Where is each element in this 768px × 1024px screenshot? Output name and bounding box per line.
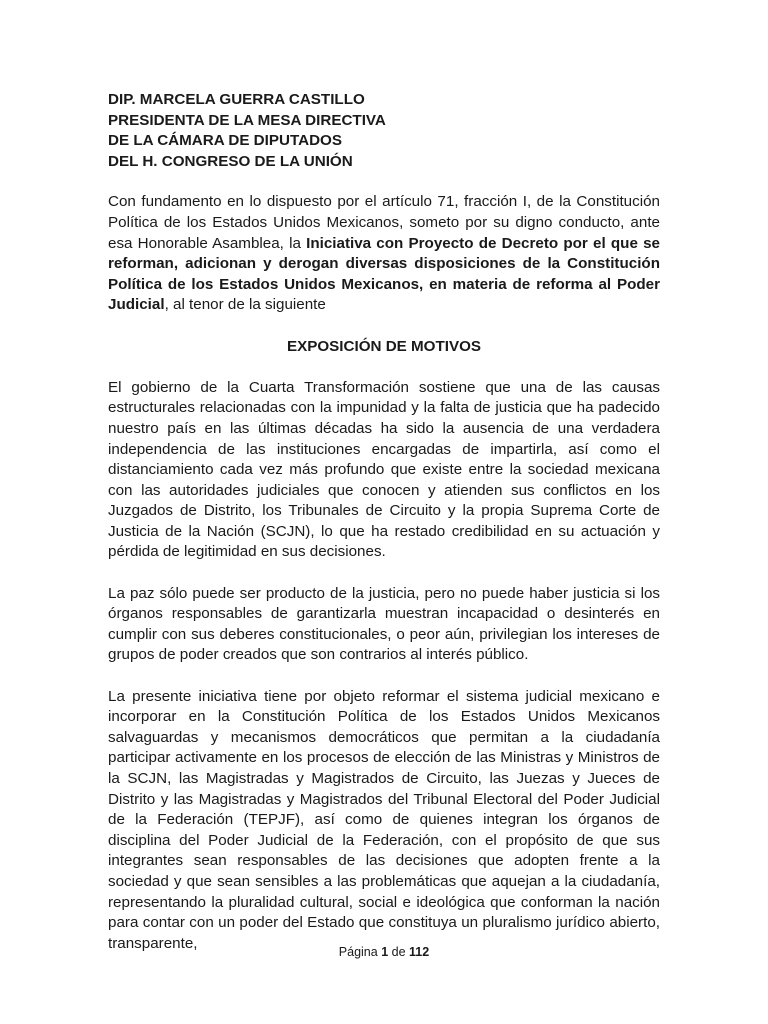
addressee-line: DE LA CÁMARA DE DIPUTADOS	[108, 132, 342, 150]
page-number: 1	[381, 945, 389, 959]
section-heading: EXPOSICIÓN DE MOTIVOS	[286, 337, 482, 355]
body-paragraph: La presente iniciativa tiene por objeto reformar el sistema judicial mexicano e incorporar en la Constitución Política de los Estados Unidos Mexicanos salvaguardas y mecanismos democráticos que permitan a la ciudadanía participar activamente en los procesos de elección de las Ministras y Ministros de la SCJN, las Magistradas y Magistrados de Circuito, las Juezas y Jueces de Distrito y las Magistradas y Magistrados del Tribunal Electoral del Poder Judicial de la Federación (TEPJF), así como de quienes integran los órganos de disciplina del Poder Judicial de la Federación, con el propósito de que sus integrantes sean responsables de las decisiones que adopten frente a la sociedad y que sean sensibles a las problemáticas que aquejan a la ciudadanía, representando la pluralidad cultural, social e ideológica que conforman la nación para contar con un poder del Estado que constituya un pluralismo jurídico abierto, transparente,	[108, 687, 660, 952]
total-pages: 112	[409, 945, 430, 959]
body-paragraph: La paz sólo puede ser producto de la justicia, pero no puede haber justicia si los órganos responsables de garantizarla muestran incapacidad o desinterés en cumplir con sus deberes constitucionales, o peor aún, privilegian los intereses de grupos de poder creados que son contrarios al interés público.	[108, 584, 660, 664]
addressee-block	[108, 90, 660, 172]
addressee-line: DEL H. CONGRESO DE LA UNIÓN	[108, 152, 353, 170]
of-label: de	[391, 945, 406, 959]
initiative-title: Iniciativa con Proyecto de Decreto por el que se reforman, adicionan y derogan diversas disposiciones de la Constitución Política de los Estados Unidos Mexicanos, en materia de reforma al Poder Judicial	[108, 234, 660, 314]
intro-text-end: , al tenor de la siguiente	[164, 296, 326, 314]
addressee-line: DIP. MARCELA GUERRA CASTILLO	[108, 91, 365, 108]
page-footer	[0, 945, 768, 959]
intro-paragraph	[108, 192, 660, 316]
intro-text: Con fundamento en lo dispuesto por el artículo 71, fracción I, de la Constitución Política de los Estados Unidos Mexicanos, someto por su digno conducto, ante esa Honorable Asamblea, la	[108, 193, 660, 252]
document-page	[108, 90, 660, 975]
addressee-line: PRESIDENTA DE LA MESA DIRECTIVA	[108, 111, 386, 129]
body-paragraph: El gobierno de la Cuarta Transformación sostiene que una de las causas estructurales relacionadas con la impunidad y la falta de justicia que ha padecido nuestro país en las últimas décadas ha sido la ausencia de una verdadera independencia de las instituciones encargadas de impartirla, así como el distanciamiento cada vez más profundo que existe entre la sociedad mexicana con las autoridades judiciales que conocen y atienden sus conflictos en los Juzgados de Distrito, los Tribunales de Circuito y la propia Suprema Corte de Justicia de la Nación (SCJN), lo que ha restado credibilidad en su actuación y pérdida de legitimidad en sus decisiones.	[108, 378, 660, 561]
page-label: Página	[338, 945, 378, 959]
